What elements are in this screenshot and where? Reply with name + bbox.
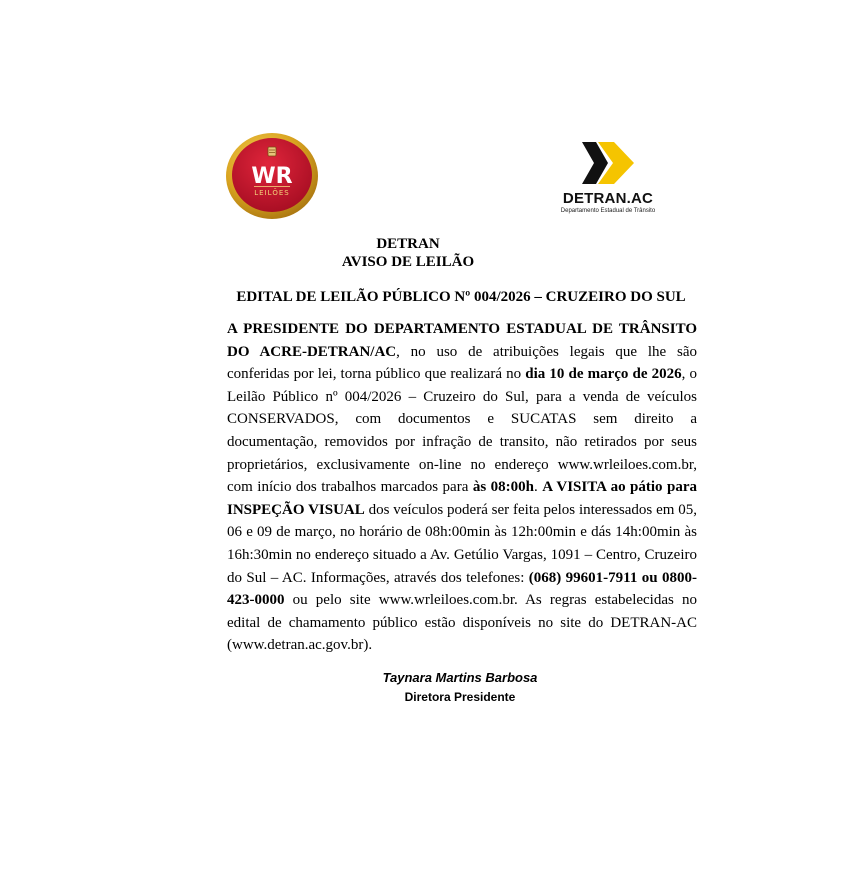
header-detran: DETRAN [376,236,440,252]
body-bold-visita: A VISITA ao pátio para INSPEÇÃO VISUAL [227,479,697,518]
body-text-2: , o Leilão Público nº 004/2026 – Cruzeiro do Sul, para a venda de veículos CONSERVADOS, com documentos e SUCATAS sem direito a documentação, removidos por infração de transito, não retirados por seus proprietários, exclusivamente on-line no endereço www.wrleiloes.com.br, com início dos trabalhos marcados para [227,366,698,496]
wr-leiloes-logo [226,133,318,219]
body-bold-presidente: A PRESIDENTE DO DEPARTAMENTO ESTADUAL DE TRÂNSITO DO ACRE-DETRAN/AC [227,321,697,360]
edital-title: EDITAL DE LEILÃO PÚBLICO Nº 004/2026 – CRUZEIRO DO SUL [236,289,686,305]
body-bold-phones: (068) 99601-7911 ou 0800-423-0000 [227,569,697,609]
header-aviso-leilao: AVISO DE LEILÃO [341,254,475,270]
body-bold-date: dia 10 de março de 2026 [525,366,682,383]
detran-chevron-icon [558,140,658,190]
body-bold-time: às 08:00h [472,479,534,496]
detran-ac-logo [558,140,658,220]
detran-logo-name: DETRAN.AC [562,190,654,207]
body-text-5: ou pelo site www.wrleiloes.com.br. As regras estabelecidas no edital de chamamento público estão disponíveis no site do DETRAN-AC (www.detran.ac.gov.br). [227,592,697,654]
body-text-3: . [533,479,543,496]
body-text-1: , no uso de atribuições legais que lhe são conferidas por lei, torna público que realizará no [227,343,697,383]
wr-logo-text: WR [251,164,293,189]
body-text-4: dos veículos poderá ser feita pelos interessados em 05, 06 e 09 de março, no horário de 08h:00min às 12h:00min e dás 14h:00min às 16h:30min no endereço situado a Av. Getúlio Vargas, 1091 – Centro, Cruzeiro do Sul – AC. Informações, através dos telefones: [227,501,697,586]
wr-logo-subtext: LEILÕES [254,189,290,197]
signature-role: Diretora Presidente [404,690,516,704]
notice-body [227,318,697,657]
signature-name: Taynara Martins Barbosa [382,670,538,685]
detran-logo-subtitle: Departamento Estadual de Trânsito [560,208,656,214]
